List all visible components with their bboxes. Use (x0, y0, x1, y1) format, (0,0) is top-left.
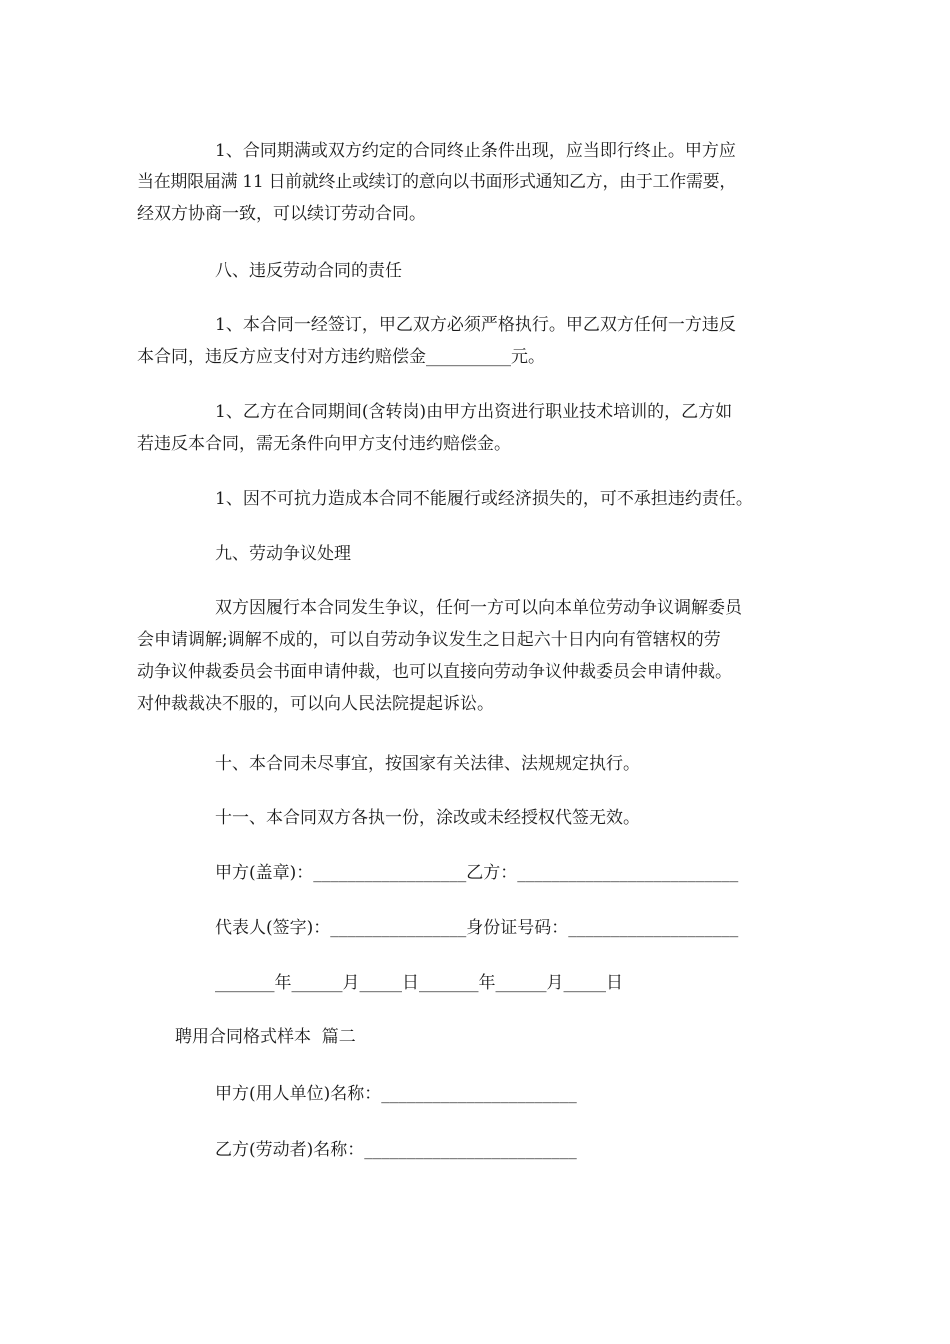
field-employer-name: 甲方(用人单位)名称：_______________________ (215, 1084, 577, 1104)
para1-line3: 经双方协商一致，可以续订劳动合同。 (137, 204, 426, 224)
para1-line1: 1、合同期满或双方约定的合同终止条件出现，应当即行终止。甲方应 (215, 141, 736, 161)
para5-line1: 双方因履行本合同发生争议，任何一方可以向本单位劳动争议调解委员 (215, 598, 742, 618)
section-heading-part2: 聘用合同格式样本 篇二 (175, 1027, 356, 1047)
para2-line2: 本合同，违反方应支付对方违约赔偿金__________元。 (137, 347, 545, 367)
section8-title: 八、违反劳动合同的责任 (215, 261, 402, 281)
para3-line1: 1、乙方在合同期间(含转岗)由甲方出资进行职业技术培训的，乙方如 (215, 402, 733, 422)
para5-line4: 对仲裁裁决不服的，可以向人民法院提起诉讼。 (137, 694, 494, 714)
para4: 1、因不可抗力造成本合同不能履行或经济损失的，可不承担违约责任。 (215, 489, 753, 509)
para6: 十、本合同未尽事宜，按国家有关法律、法规规定执行。 (215, 754, 640, 774)
para2-line1: 1、本合同一经签订，甲乙双方必须严格执行。甲乙双方任何一方违反 (215, 315, 736, 335)
signature-line-representative: 代表人(签字)：________________身份证号码：____________________ (215, 918, 739, 938)
date-line: _______年______月_____日_______年______月_____日 (215, 973, 623, 993)
field-employee-name: 乙方(劳动者)名称：_________________________ (215, 1140, 577, 1160)
para5-line2: 会申请调解;调解不成的，可以自劳动争议发生之日起六十日内向有管辖权的劳 (137, 630, 721, 650)
signature-line-party-a: 甲方(盖章)：__________________乙方：__________________________ (215, 863, 739, 883)
para5-line3: 动争议仲裁委员会书面申请仲裁，也可以直接向劳动争议仲裁委员会申请仲裁。 (137, 662, 732, 682)
para3-line2: 若违反本合同，需无条件向甲方支付违约赔偿金。 (137, 434, 511, 454)
section9-title: 九、劳动争议处理 (215, 544, 351, 564)
para7: 十一、本合同双方各执一份，涂改或未经授权代签无效。 (215, 808, 640, 828)
para1-line2: 当在期限届满 11 日前就终止或续订的意向以书面形式通知乙方，由于工作需要， (137, 172, 737, 192)
